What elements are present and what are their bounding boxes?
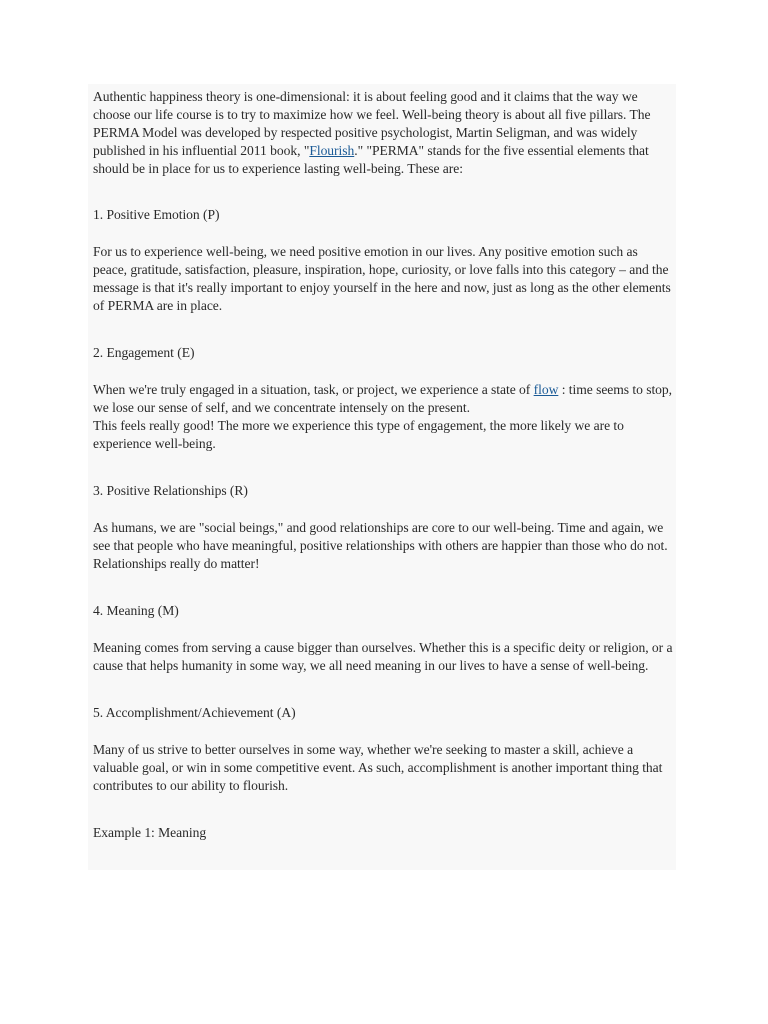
flow-link[interactable]: flow xyxy=(533,382,559,397)
section-body-engagement-line2: This feels really good! The more we experience this type of engagement, the more likely we are to experience well-being. xyxy=(93,418,624,451)
section-body-positive-emotion: For us to experience well-being, we need positive emotion in our lives. Any positive emotion such as peace, gratitude, satisfaction, pleasure, inspiration, hope, curiosity, or love falls into this category – and the message is that it's really important to enjoy yourself in the here and now, just as long as the other elements of PERMA are in place. xyxy=(93,244,671,313)
section-heading-accomplishment: 5. Accomplishment/Achievement (A) xyxy=(93,705,296,720)
section-body-accomplishment: Many of us strive to better ourselves in some way, whether we're seeking to master a skill, achieve a valuable goal, or win in some competitive event. As such, accomplishment is another important thing that contributes to our ability to flourish. xyxy=(93,742,663,793)
section-body-relationships: As humans, we are "social beings," and good relationships are core to our well-being. Time and again, we see that people who have meaningful, positive relationships with others are happier than those who do not. Relationships really do matter! xyxy=(93,520,668,571)
intro-text-after-link: ." "PERMA" stands for the five essential elements that should be in place for us to experience lasting well-being. These are: xyxy=(93,143,649,176)
example-heading: Example 1: Meaning xyxy=(93,825,207,840)
intro-paragraph xyxy=(93,88,673,178)
flourish-link[interactable]: Flourish xyxy=(309,143,355,158)
intro-text-before-link: Authentic happiness theory is one-dimensional: it is about feeling good and it claims that the way we choose our life course is to try to maximize how we feel. Well-being theory is about all five pillars. The PERMA Model was developed by respected positive psychologist, Martin Seligman, and was widely published in his influential 2011 book, " xyxy=(93,89,651,158)
engagement-text-after-link: : time seems to stop, we lose our sense of self, and we concentrate intensely on the present. xyxy=(93,382,673,415)
section-body-meaning: Meaning comes from serving a cause bigger than ourselves. Whether this is a specific deity or religion, or a cause that helps humanity in some way, we all need meaning in our lives to have a sense of well-being. xyxy=(93,640,673,673)
document-content xyxy=(93,88,673,842)
section-heading-positive-emotion: 1. Positive Emotion (P) xyxy=(93,207,220,222)
section-heading-engagement: 2. Engagement (E) xyxy=(93,345,195,360)
section-heading-relationships: 3. Positive Relationships (R) xyxy=(93,483,248,498)
section-body-engagement xyxy=(93,381,673,417)
engagement-text-before-link: When we're truly engaged in a situation, task, or project, we experience a state of xyxy=(93,382,534,397)
section-heading-meaning: 4. Meaning (M) xyxy=(93,603,179,618)
